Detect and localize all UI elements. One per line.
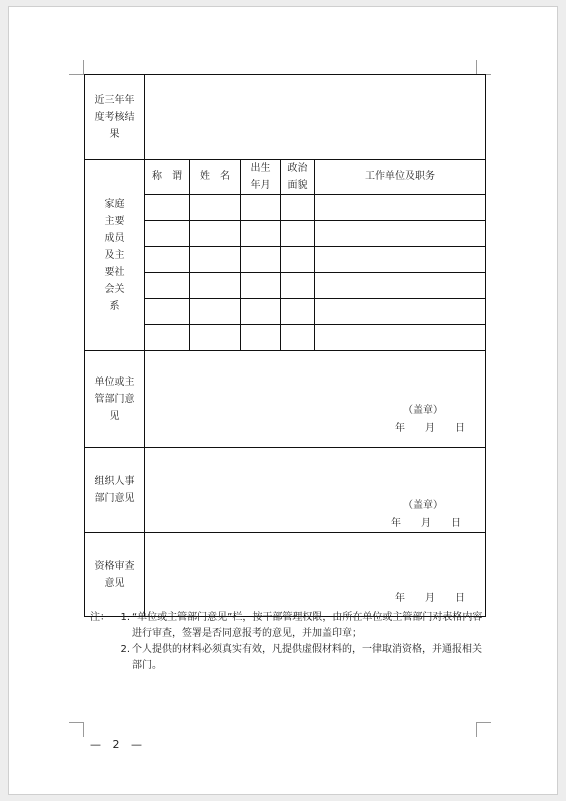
family-row [85, 325, 486, 351]
org-seal-text: （盖章） [403, 500, 443, 511]
family-header-birth [241, 160, 281, 195]
family-cell[interactable] [145, 273, 190, 299]
family-header-political [281, 160, 315, 195]
family-header-birth-text: 出生年月 [250, 163, 271, 191]
note-text: 个人提供的材料必须真实有效，凡提供虚假材料的，一律取消资格，并通报相关部门。 [132, 644, 482, 671]
family-cell[interactable] [241, 247, 281, 273]
family-cell[interactable] [241, 273, 281, 299]
family-header-relation: 称 谓 [145, 160, 190, 195]
family-row [85, 195, 486, 221]
family-cell[interactable] [190, 273, 241, 299]
note-item [90, 610, 490, 642]
family-cell[interactable] [315, 195, 486, 221]
unit-label-cell [85, 351, 145, 448]
family-cell[interactable] [145, 247, 190, 273]
note-text: “单位或主管部门意见”栏，按干部管理权限，由所在单位或主管部门对表格内容进行审查，签署是否同意报考的意见，并加盖印章； [132, 612, 483, 639]
note-item [90, 642, 490, 674]
qualification-row [85, 533, 486, 617]
family-cell[interactable] [315, 221, 486, 247]
page-number: — 2 — [90, 738, 146, 751]
family-header-name: 姓 名 [190, 160, 241, 195]
family-cell[interactable] [281, 325, 315, 351]
family-cell[interactable] [145, 325, 190, 351]
application-form-table [84, 74, 486, 617]
unit-opinion-cell[interactable] [145, 351, 486, 448]
qual-date-text: 年 月 日 [395, 593, 465, 604]
family-cell[interactable] [145, 221, 190, 247]
family-row [85, 273, 486, 299]
crop-mark-top-left [69, 60, 84, 75]
org-date-text: 年 月 日 [391, 518, 461, 529]
qual-label-cell [85, 533, 145, 617]
family-cell[interactable] [241, 195, 281, 221]
family-cell[interactable] [315, 299, 486, 325]
family-cell[interactable] [190, 247, 241, 273]
family-cell[interactable] [241, 299, 281, 325]
family-cell[interactable] [241, 325, 281, 351]
org-label: 组织人事部门意见 [94, 476, 135, 504]
assessment-value-cell[interactable] [145, 75, 486, 160]
crop-mark-top-right [476, 60, 491, 75]
assessment-row [85, 75, 486, 160]
family-cell[interactable] [241, 221, 281, 247]
note-indent [90, 642, 110, 674]
family-cell[interactable] [315, 325, 486, 351]
notes-section [90, 610, 490, 674]
unit-date-text: 年 月 日 [395, 423, 465, 434]
family-cell[interactable] [190, 195, 241, 221]
assessment-label: 近三年年度考核结果 [94, 94, 135, 140]
family-cell[interactable] [315, 273, 486, 299]
family-header-political-text: 政治面貌 [287, 163, 308, 191]
family-header-work: 工作单位及职务 [315, 160, 486, 195]
family-cell[interactable] [190, 221, 241, 247]
family-row [85, 221, 486, 247]
note-number: 1. [120, 612, 130, 623]
note-number: 2. [120, 644, 130, 655]
family-label-cell [85, 160, 145, 351]
notes-lead: 注： [90, 612, 110, 623]
family-row [85, 247, 486, 273]
family-cell[interactable] [281, 299, 315, 325]
crop-mark-bottom-right [476, 722, 491, 737]
unit-label: 单位或主管部门意见 [94, 376, 135, 422]
family-cell[interactable] [190, 325, 241, 351]
crop-mark-bottom-left [69, 722, 84, 737]
family-row [85, 299, 486, 325]
qual-opinion-cell[interactable] [145, 533, 486, 617]
family-cell[interactable] [145, 195, 190, 221]
family-cell[interactable] [281, 221, 315, 247]
family-cell[interactable] [190, 299, 241, 325]
family-header-row [85, 160, 486, 195]
org-opinion-row [85, 448, 486, 533]
family-cell[interactable] [315, 247, 486, 273]
family-cell[interactable] [281, 247, 315, 273]
assessment-label-cell [85, 75, 145, 160]
org-label-cell [85, 448, 145, 533]
family-label: 家庭主要成员及主要社会关系 [104, 198, 125, 312]
family-cell[interactable] [145, 299, 190, 325]
unit-seal-text: （盖章） [403, 405, 443, 416]
qual-label: 资格审查意见 [94, 560, 135, 589]
family-cell[interactable] [281, 195, 315, 221]
org-opinion-cell[interactable] [145, 448, 486, 533]
family-cell[interactable] [281, 273, 315, 299]
unit-opinion-row [85, 351, 486, 448]
